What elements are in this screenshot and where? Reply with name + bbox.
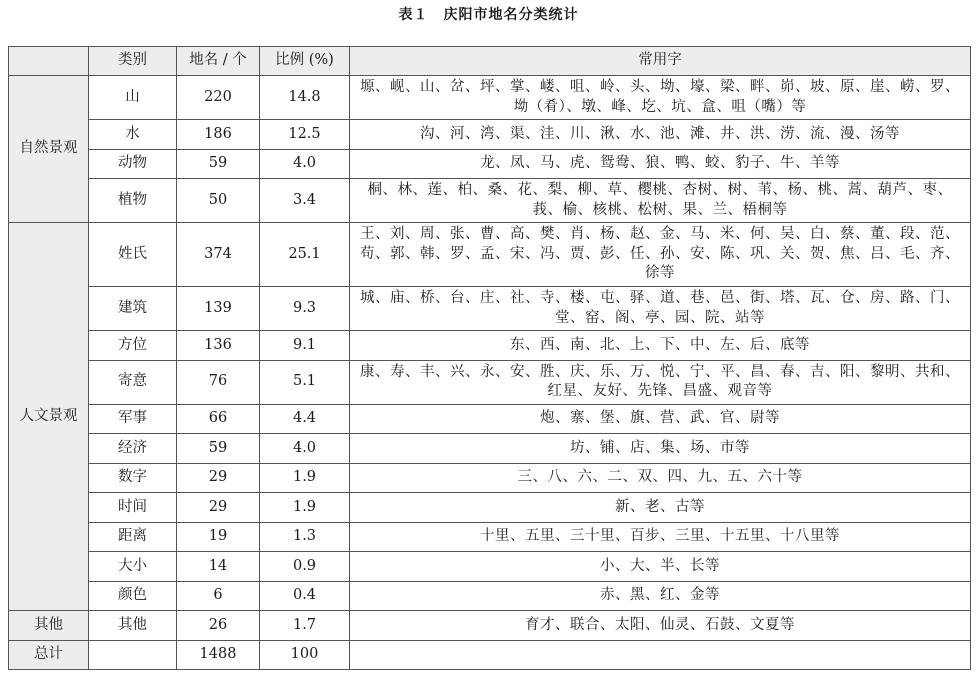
ratio-cell: 9.3 [260,287,350,331]
table-row [9,287,971,331]
ratio-cell: 1.3 [260,522,350,552]
ratio-cell: 4.4 [260,404,350,434]
count-cell: 59 [177,434,260,464]
common-chars-cell: 东、西、南、北、上、下、中、左、后、底等 [350,331,971,361]
category-cell: 大小 [89,552,177,582]
table-body [9,76,971,670]
count-cell: 14 [177,552,260,582]
total-label-cell: 总计 [9,640,89,670]
table-row [9,493,971,523]
category-cell: 姓氏 [89,223,177,287]
category-cell: 方位 [89,331,177,361]
category-cell: 距离 [89,522,177,552]
category-cell: 水 [89,120,177,150]
count-cell: 220 [177,76,260,120]
count-cell: 76 [177,360,260,404]
count-cell: 186 [177,120,260,150]
table-row [9,120,971,150]
count-cell: 50 [177,179,260,223]
ratio-cell: 5.1 [260,360,350,404]
common-chars-cell: 沟、河、湾、渠、洼、川、湫、水、池、滩、井、洪、涝、流、漫、汤等 [350,120,971,150]
place-name-table [8,46,971,670]
table-row [9,611,971,641]
ratio-cell: 9.1 [260,331,350,361]
common-chars-cell: 十里、五里、三十里、百步、三里、十五里、十八里等 [350,522,971,552]
total-count-cell: 1488 [177,640,260,670]
category-cell: 植物 [89,179,177,223]
common-chars-cell: 塬、岘、山、岔、坪、掌、嵝、咀、岭、头、坳、壕、梁、畔、峁、坡、原、崖、崂、罗、坳（肴）、墩、峰、圪、坑、盒、咀（嘴）等 [350,76,971,120]
category-cell: 其他 [89,611,177,641]
category-cell: 时间 [89,493,177,523]
table-row [9,522,971,552]
count-cell: 29 [177,463,260,493]
count-cell: 26 [177,611,260,641]
total-empty-words-cell [350,640,971,670]
common-chars-cell: 龙、凤、马、虎、鸳鸯、狼、鸭、蛟、豹子、牛、羊等 [350,149,971,179]
common-chars-cell: 康、寿、丰、兴、永、安、胜、庆、乐、万、悦、宁、平、昌、春、吉、阳、黎明、共和、红星、友好、先锋、昌盛、观音等 [350,360,971,404]
category-cell: 军事 [89,404,177,434]
count-cell: 66 [177,404,260,434]
ratio-cell: 0.9 [260,552,350,582]
count-cell: 19 [177,522,260,552]
table-row [9,360,971,404]
total-row [9,640,971,670]
table-caption: 表１ 庆阳市地名分类统计 [398,7,579,23]
table-row [9,404,971,434]
ratio-cell: 4.0 [260,434,350,464]
table-row [9,331,971,361]
count-cell: 59 [177,149,260,179]
count-cell: 29 [177,493,260,523]
common-chars-cell: 小、大、半、长等 [350,552,971,582]
total-empty-cell [89,640,177,670]
table-row [9,223,971,287]
category-cell: 山 [89,76,177,120]
count-cell: 136 [177,331,260,361]
common-chars-cell: 赤、黑、红、金等 [350,581,971,611]
count-cell: 6 [177,581,260,611]
common-chars-cell: 三、八、六、二、双、四、九、五、六十等 [350,463,971,493]
ratio-cell: 0.4 [260,581,350,611]
ratio-cell: 3.4 [260,179,350,223]
category-cell: 经济 [89,434,177,464]
total-ratio-cell: 100 [260,640,350,670]
table-row [9,434,971,464]
table-row [9,76,971,120]
category-cell: 数字 [89,463,177,493]
ratio-cell: 1.9 [260,493,350,523]
header-ratio: 比例 (%) [260,47,350,76]
header-row [9,47,971,76]
common-chars-cell: 新、老、古等 [350,493,971,523]
header-count: 地名 / 个 [177,47,260,76]
header-category: 类别 [89,47,177,76]
category-cell: 寄意 [89,360,177,404]
ratio-cell: 4.0 [260,149,350,179]
ratio-cell: 1.9 [260,463,350,493]
ratio-cell: 12.5 [260,120,350,150]
common-chars-cell: 城、庙、桥、台、庄、社、寺、楼、屯、驿、道、巷、邑、街、塔、瓦、仓、房、路、门、堂、窑、阁、亭、园、院、站等 [350,287,971,331]
table-row [9,463,971,493]
table-row [9,552,971,582]
header-group [9,47,89,76]
common-chars-cell: 桐、林、莲、柏、桑、花、梨、柳、草、樱桃、杏树、树、苇、杨、桃、蒿、葫芦、枣、莪、榆、核桃、松树、果、兰、梧桐等 [350,179,971,223]
group-cell: 自然景观 [9,76,89,223]
category-cell: 动物 [89,149,177,179]
common-chars-cell: 育才、联合、太阳、仙灵、石鼓、文夏等 [350,611,971,641]
ratio-cell: 14.8 [260,76,350,120]
count-cell: 139 [177,287,260,331]
group-cell: 其他 [9,611,89,641]
table-row [9,581,971,611]
category-cell: 建筑 [89,287,177,331]
common-chars-cell: 坊、铺、店、集、场、市等 [350,434,971,464]
ratio-cell: 25.1 [260,223,350,287]
group-cell: 人文景观 [9,223,89,611]
common-chars-cell: 王、刘、周、张、曹、高、樊、肖、杨、赵、金、马、米、何、吴、白、蔡、董、段、范、苟、郭、韩、罗、孟、宋、冯、贾、彭、任、孙、安、陈、巩、关、贺、焦、吕、毛、齐、徐等 [350,223,971,287]
category-cell: 颜色 [89,581,177,611]
ratio-cell: 1.7 [260,611,350,641]
header-common-chars: 常用字 [350,47,971,76]
table-row [9,179,971,223]
common-chars-cell: 炮、寨、堡、旗、营、武、官、尉等 [350,404,971,434]
count-cell: 374 [177,223,260,287]
table-row [9,149,971,179]
